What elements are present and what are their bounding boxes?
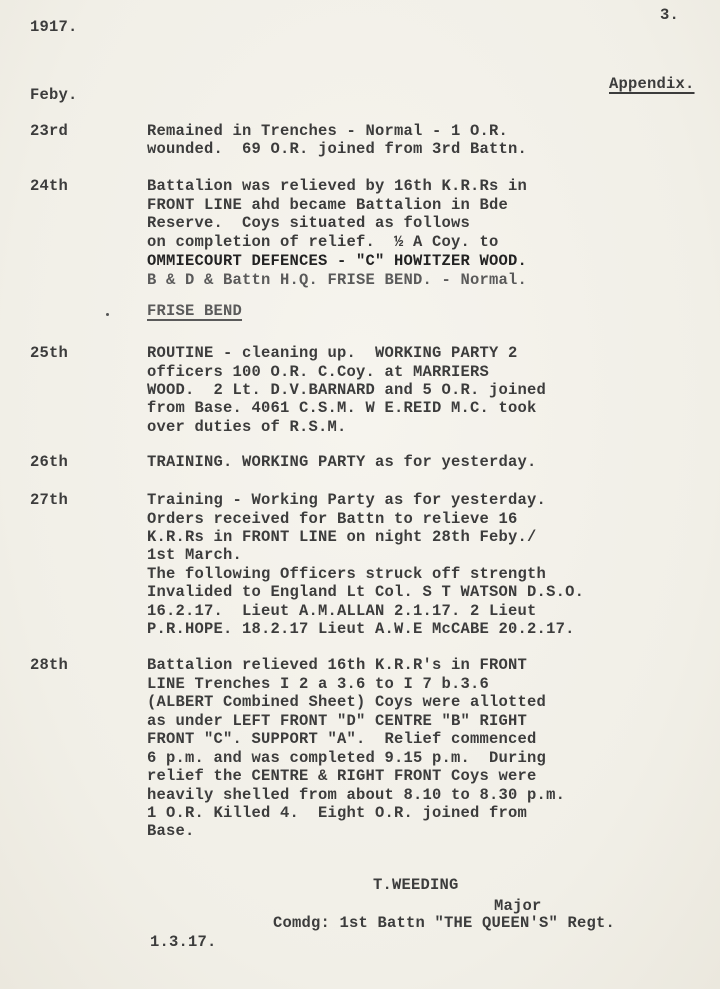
- entry-date: 28th: [30, 656, 69, 674]
- signature-date: 1.3.17.: [150, 933, 217, 951]
- entry-line: 1 O.R. Killed 4. Eight O.R. joined from: [147, 804, 528, 822]
- entry-line: TRAINING. WORKING PARTY as for yesterday.: [147, 453, 537, 471]
- entry-line: Orders received for Battn to relieve 16: [147, 510, 518, 528]
- entry-line: on completion of relief. ½ A Coy. to: [147, 233, 499, 251]
- entry-line: Invalided to England Lt Col. S T WATSON D.S.O.: [147, 583, 585, 601]
- entry-line: Training - Working Party as for yesterday.: [147, 491, 547, 509]
- entry-date: 23rd: [30, 122, 69, 140]
- signature-title: Comdg: 1st Battn "THE QUEEN'S" Regt.: [273, 914, 616, 932]
- entry-date: 26th: [30, 453, 69, 471]
- entry-line: OMMIECOURT DEFENCES - "C" HOWITZER WOOD.: [147, 252, 528, 270]
- entry-line: wounded. 69 O.R. joined from 3rd Battn.: [147, 140, 528, 158]
- entry-line: 6 p.m. and was completed 9.15 p.m. During: [147, 749, 547, 767]
- entry-line: P.R.HOPE. 18.2.17 Lieut A.W.E McCABE 20.2.17.: [147, 620, 575, 638]
- entry-date: 24th: [30, 177, 69, 195]
- entry-line: from Base. 4061 C.S.M. W E.REID M.C. took: [147, 399, 537, 417]
- entry-line: Reserve. Coys situated as follows: [147, 214, 471, 232]
- ink-dot: [106, 313, 109, 316]
- entry-line: over duties of R.S.M.: [147, 418, 347, 436]
- entry-line: Battalion relieved 16th K.R.R's in FRONT: [147, 656, 528, 674]
- entry-line: The following Officers struck off strength: [147, 565, 547, 583]
- entry-line: Remained in Trenches - Normal - 1 O.R.: [147, 122, 509, 140]
- entry-line: K.R.Rs in FRONT LINE on night 28th Feby./: [147, 528, 537, 546]
- month: Feby.: [30, 86, 78, 104]
- entry-line: 1st March.: [147, 546, 243, 564]
- entry-line: relief the CENTRE & RIGHT FRONT Coys were: [147, 767, 537, 785]
- entry-line: Battalion was relieved by 16th K.R.Rs in: [147, 177, 528, 195]
- entry-date: 27th: [30, 491, 69, 509]
- page-number: 3.: [660, 6, 680, 24]
- entry-line: FRONT LINE ahd became Battalion in Bde: [147, 196, 509, 214]
- appendix-label: Appendix.: [609, 75, 695, 93]
- entry-date: 25th: [30, 344, 69, 362]
- entry-line: B & D & Battn H.Q. FRISE BEND. - Normal.: [147, 271, 528, 289]
- entry-line: WOOD. 2 Lt. D.V.BARNARD and 5 O.R. joined: [147, 381, 547, 399]
- entry-line: Base.: [147, 822, 195, 840]
- entry-line: 16.2.17. Lieut A.M.ALLAN 2.1.17. 2 Lieut: [147, 602, 537, 620]
- section-heading: FRISE BEND: [147, 302, 243, 320]
- signature-rank: Major: [494, 897, 542, 915]
- entry-line: as under LEFT FRONT "D" CENTRE "B" RIGHT: [147, 712, 528, 730]
- year: 1917.: [30, 18, 78, 36]
- entry-line: FRONT "C". SUPPORT "A". Relief commenced: [147, 730, 537, 748]
- entry-line: (ALBERT Combined Sheet) Coys were allotted: [147, 693, 547, 711]
- entry-line: heavily shelled from about 8.10 to 8.30 p.m.: [147, 786, 566, 804]
- entry-line: ROUTINE - cleaning up. WORKING PARTY 2: [147, 344, 518, 362]
- entry-line: officers 100 O.R. C.Coy. at MARRIERS: [147, 363, 490, 381]
- entry-line: LINE Trenches I 2 a 3.6 to I 7 b.3.6: [147, 675, 490, 693]
- signature-name: T.WEEDING: [373, 876, 459, 894]
